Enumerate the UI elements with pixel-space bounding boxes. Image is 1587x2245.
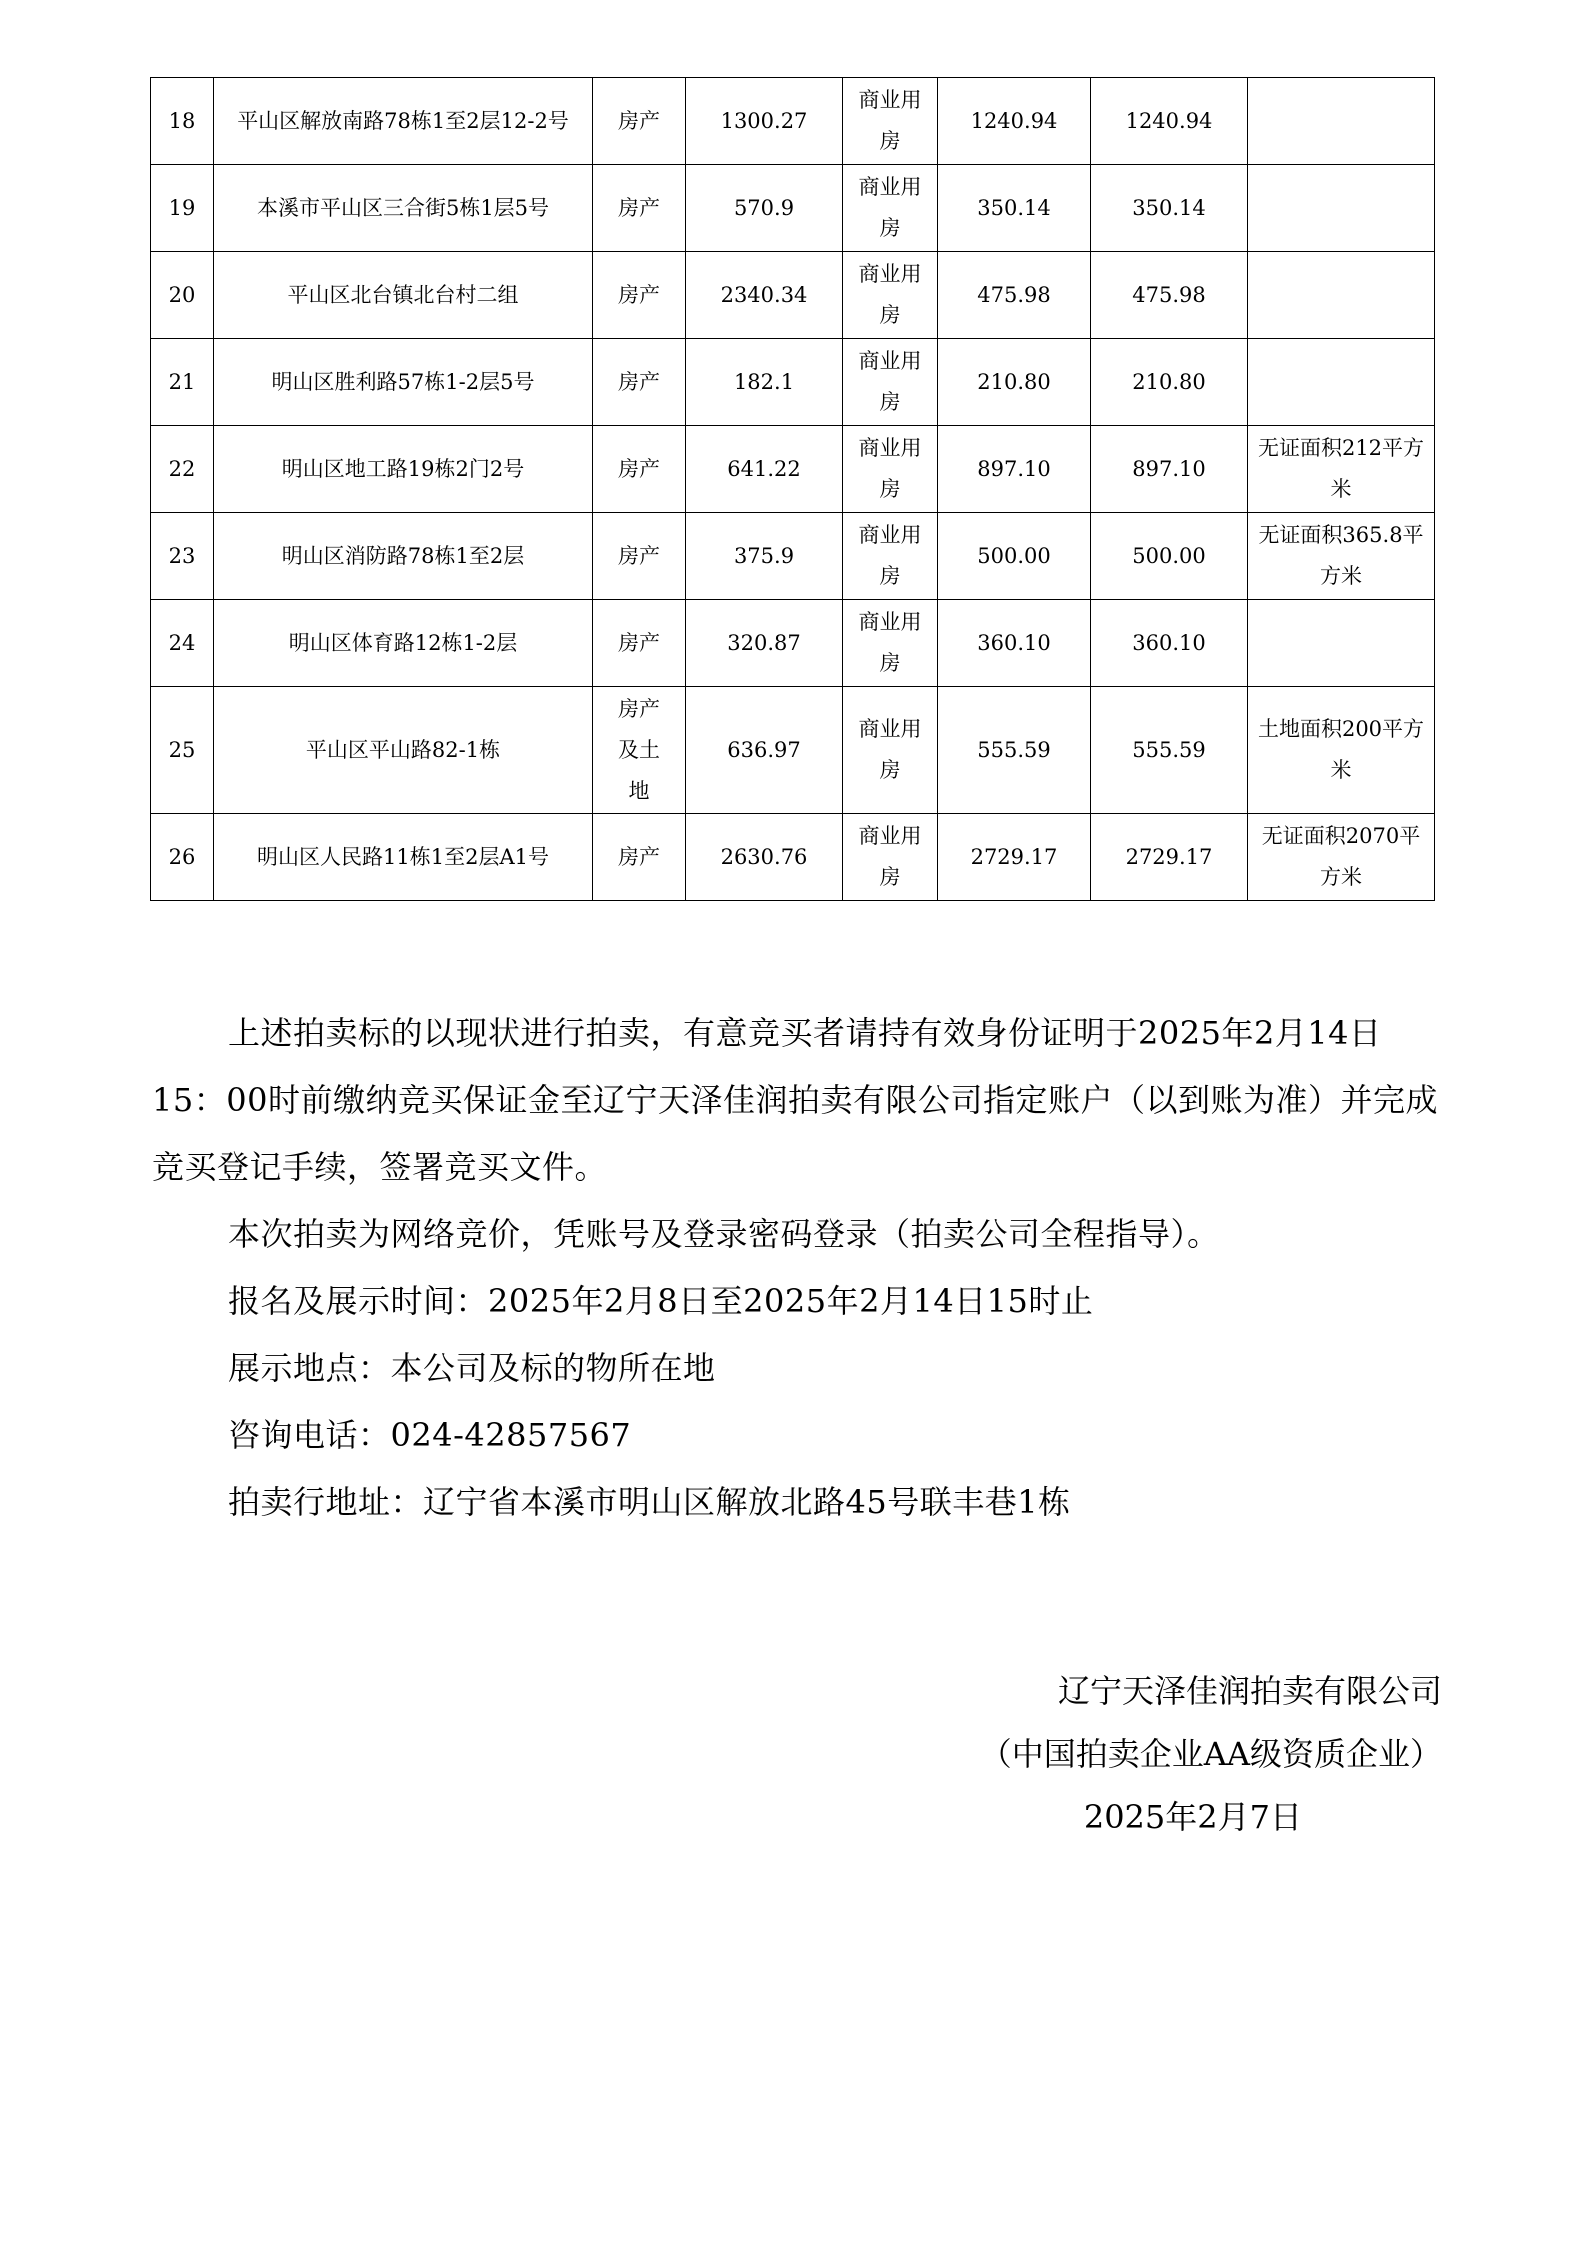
lot-location: 平山区北台镇北台村二组 xyxy=(214,252,593,339)
lot-use: 商业用房 xyxy=(843,600,938,687)
lot-value-2: 210.80 xyxy=(1091,339,1248,426)
table-row xyxy=(151,814,1435,901)
lot-type: 房产 xyxy=(593,339,686,426)
lot-number: 24 xyxy=(151,600,214,687)
lot-number: 20 xyxy=(151,252,214,339)
registration-time: 报名及展示时间：2025年2月8日至2025年2月14日15时止 xyxy=(228,1282,1094,1320)
lot-note xyxy=(1248,339,1435,426)
lot-area: 570.9 xyxy=(686,165,843,252)
lot-type: 房产 xyxy=(593,513,686,600)
auction-terms-paragraph: 上述拍卖标的以现状进行拍卖，有意竞买者请持有效身份证明于2025年2月14日15：00时前缴纳竞买保证金至辽宁天泽佳润拍卖有限公司指定账户（以到账为准）并完成竞买登记手续，签署竞买文件。 xyxy=(152,1014,1438,1186)
lot-type: 房产 xyxy=(593,252,686,339)
lot-use: 商业用房 xyxy=(843,426,938,513)
signature-block xyxy=(742,1660,1442,1849)
auction-lots-table xyxy=(150,77,1435,901)
lot-value-1: 500.00 xyxy=(938,513,1091,600)
lot-type: 房产 xyxy=(593,814,686,901)
lot-use: 商业用房 xyxy=(843,814,938,901)
lot-note: 无证面积212平方米 xyxy=(1248,426,1435,513)
lot-area: 182.1 xyxy=(686,339,843,426)
lot-use: 商业用房 xyxy=(843,165,938,252)
lot-number: 26 xyxy=(151,814,214,901)
lot-area: 1300.27 xyxy=(686,78,843,165)
lot-use: 商业用房 xyxy=(843,78,938,165)
company-qualification: （中国拍卖企业AA级资质企业） xyxy=(979,1735,1442,1773)
lot-note xyxy=(1248,252,1435,339)
lot-location: 平山区解放南路78栋1至2层12-2号 xyxy=(214,78,593,165)
lot-location: 明山区地工路19栋2门2号 xyxy=(214,426,593,513)
lot-number: 23 xyxy=(151,513,214,600)
lot-type: 房产 xyxy=(593,426,686,513)
contact-phone: 咨询电话：024-42857567 xyxy=(228,1416,632,1454)
lot-note xyxy=(1248,165,1435,252)
lot-area: 636.97 xyxy=(686,687,843,814)
table-row xyxy=(151,165,1435,252)
lot-area: 641.22 xyxy=(686,426,843,513)
lot-area: 2340.34 xyxy=(686,252,843,339)
lot-type: 房产 xyxy=(593,600,686,687)
lot-value-1: 555.59 xyxy=(938,687,1091,814)
lot-value-2: 475.98 xyxy=(1091,252,1248,339)
lot-location: 平山区平山路82-1栋 xyxy=(214,687,593,814)
issue-date: 2025年2月7日 xyxy=(1083,1798,1302,1836)
lot-use: 商业用房 xyxy=(843,252,938,339)
lot-value-1: 1240.94 xyxy=(938,78,1091,165)
lot-value-1: 897.10 xyxy=(938,426,1091,513)
lot-use: 商业用房 xyxy=(843,339,938,426)
online-bidding-paragraph: 本次拍卖为网络竞价，凭账号及登录密码登录（拍卖公司全程指导）。 xyxy=(228,1215,1220,1253)
display-location: 展示地点：本公司及标的物所在地 xyxy=(228,1349,716,1387)
lot-value-2: 350.14 xyxy=(1091,165,1248,252)
lot-type: 房产 xyxy=(593,165,686,252)
table-row xyxy=(151,426,1435,513)
lot-note: 土地面积200平方米 xyxy=(1248,687,1435,814)
lot-value-1: 475.98 xyxy=(938,252,1091,339)
lot-area: 2630.76 xyxy=(686,814,843,901)
lot-location: 明山区消防路78栋1至2层 xyxy=(214,513,593,600)
lot-value-2: 897.10 xyxy=(1091,426,1248,513)
lot-location: 明山区人民路11栋1至2层A1号 xyxy=(214,814,593,901)
lot-type: 房产 xyxy=(593,78,686,165)
lot-number: 19 xyxy=(151,165,214,252)
lot-value-1: 210.80 xyxy=(938,339,1091,426)
lot-value-1: 2729.17 xyxy=(938,814,1091,901)
lot-location: 本溪市平山区三合街5栋1层5号 xyxy=(214,165,593,252)
lot-location: 明山区胜利路57栋1-2层5号 xyxy=(214,339,593,426)
lot-number: 25 xyxy=(151,687,214,814)
table-row xyxy=(151,600,1435,687)
lot-number: 21 xyxy=(151,339,214,426)
lot-area: 320.87 xyxy=(686,600,843,687)
lot-value-2: 555.59 xyxy=(1091,687,1248,814)
announcement-body xyxy=(152,1000,1442,1536)
lot-value-2: 1240.94 xyxy=(1091,78,1248,165)
lot-note: 无证面积2070平方米 xyxy=(1248,814,1435,901)
lot-value-2: 360.10 xyxy=(1091,600,1248,687)
lot-value-1: 360.10 xyxy=(938,600,1091,687)
table-row xyxy=(151,513,1435,600)
lot-value-1: 350.14 xyxy=(938,165,1091,252)
lot-note xyxy=(1248,78,1435,165)
lot-number: 18 xyxy=(151,78,214,165)
table-row xyxy=(151,252,1435,339)
lot-use: 商业用房 xyxy=(843,513,938,600)
lot-use: 商业用房 xyxy=(843,687,938,814)
auction-house-address: 拍卖行地址：辽宁省本溪市明山区解放北路45号联丰巷1栋 xyxy=(228,1483,1071,1521)
table-row xyxy=(151,339,1435,426)
lot-number: 22 xyxy=(151,426,214,513)
table-row xyxy=(151,687,1435,814)
lot-value-2: 2729.17 xyxy=(1091,814,1248,901)
company-name: 辽宁天泽佳润拍卖有限公司 xyxy=(1057,1672,1442,1710)
lot-location: 明山区体育路12栋1-2层 xyxy=(214,600,593,687)
lot-area: 375.9 xyxy=(686,513,843,600)
lot-note: 无证面积365.8平方米 xyxy=(1248,513,1435,600)
lot-note xyxy=(1248,600,1435,687)
table-row xyxy=(151,78,1435,165)
lot-value-2: 500.00 xyxy=(1091,513,1248,600)
lot-type: 房产及土地 xyxy=(593,687,686,814)
